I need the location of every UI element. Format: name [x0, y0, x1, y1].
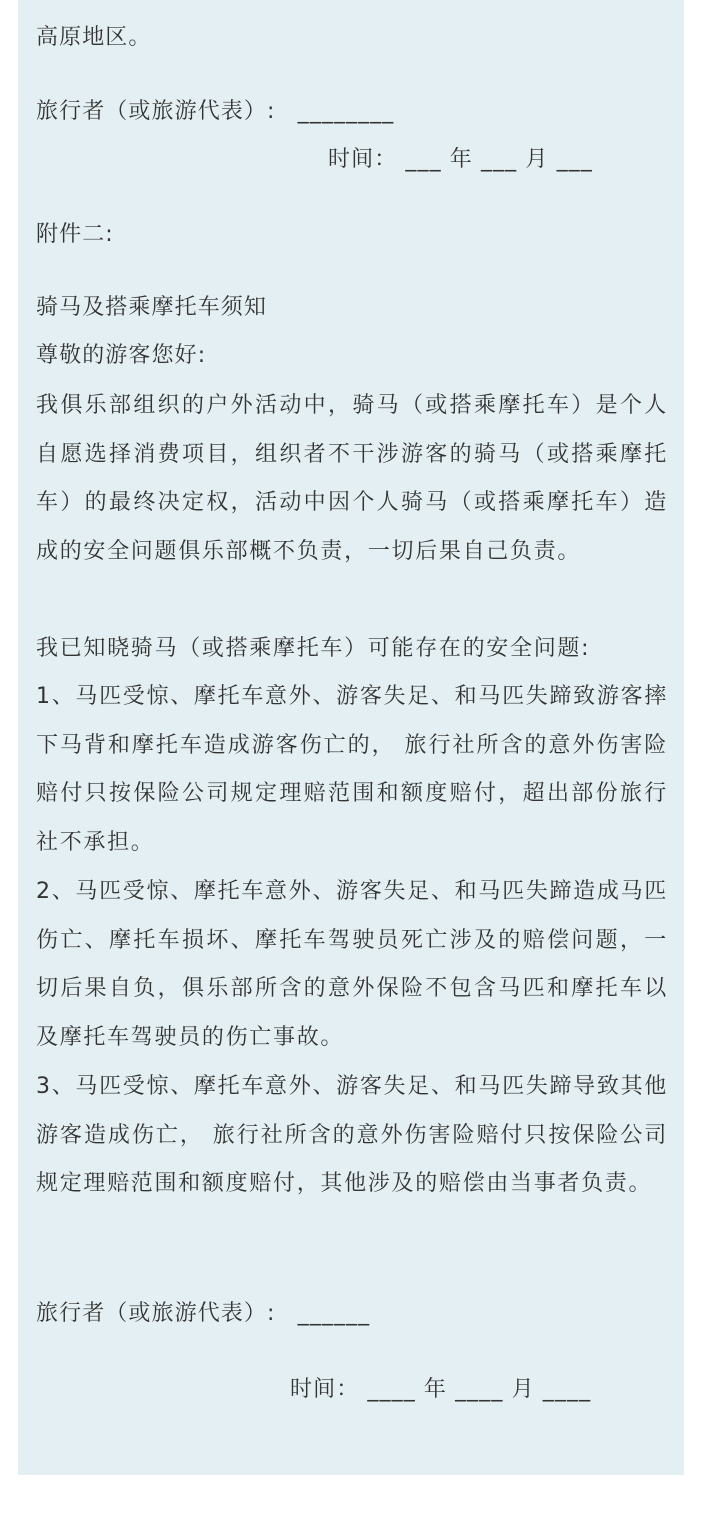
notice-paragraph-1: 我俱乐部组织的户外活动中，骑马（或搭乘摩托车）是个人自愿选择消费项目，组织者不干涉游客的骑马（或搭乘摩托车）的最终决定权，活动中因个人骑马（或搭乘摩托车）造成的安全问题俱乐部概不负责，一切后果自己负责。 [36, 393, 668, 564]
date-line-1: 时间： ___ 年 ___ 月 ___ [328, 147, 593, 172]
notice-greeting: 尊敬的游客您好: [36, 343, 207, 368]
notice-paragraph-2: 我已知晓骑马（或搭乘摩托车）可能存在的安全问题: [36, 636, 591, 661]
notice-item-3: 3、马匹受惊、摩托车意外、游客失足、和马匹失蹄导致其他游客造成伤亡， 旅行社所含的意外伤害险赔付只按保险公司规定理赔范围和额度赔付，其他涉及的赔偿由当事者负责。 [36, 1074, 668, 1196]
signature-label: 旅行者（或旅游代表）: [36, 99, 276, 124]
date-line-2: 时间： ____ 年 ____ 月 ____ [290, 1377, 592, 1402]
notice-item-2: 2、马匹受惊、摩托车意外、游客失足、和马匹失蹄造成马匹伤亡、摩托车损坏、摩托车驾驶员死亡涉及的赔偿问题，一切后果自负，俱乐部所含的意外保险不包含马匹和摩托车以及摩托车驾驶员的伤亡事故。 [36, 879, 668, 1050]
intro-tail-text: 高原地区。 [36, 25, 152, 50]
notice-title: 骑马及搭乘摩托车须知 [36, 295, 268, 320]
signature-line-2 [36, 1299, 370, 1329]
signature-label: 旅行者（或旅游代表）: [36, 1301, 276, 1326]
notice-item-1: 1、马匹受惊、摩托车意外、游客失足、和马匹失蹄致游客摔下马背和摩托车造成游客伤亡的， 旅行社所含的意外伤害险赔付只按保险公司规定理赔范围和额度赔付，超出部份旅行社不承担。 [36, 684, 668, 855]
signature-line-1 [36, 97, 394, 127]
signature-blank: ________ [297, 99, 395, 124]
signature-blank: ______ [297, 1301, 371, 1326]
attachment-heading: 附件二: [36, 222, 114, 247]
